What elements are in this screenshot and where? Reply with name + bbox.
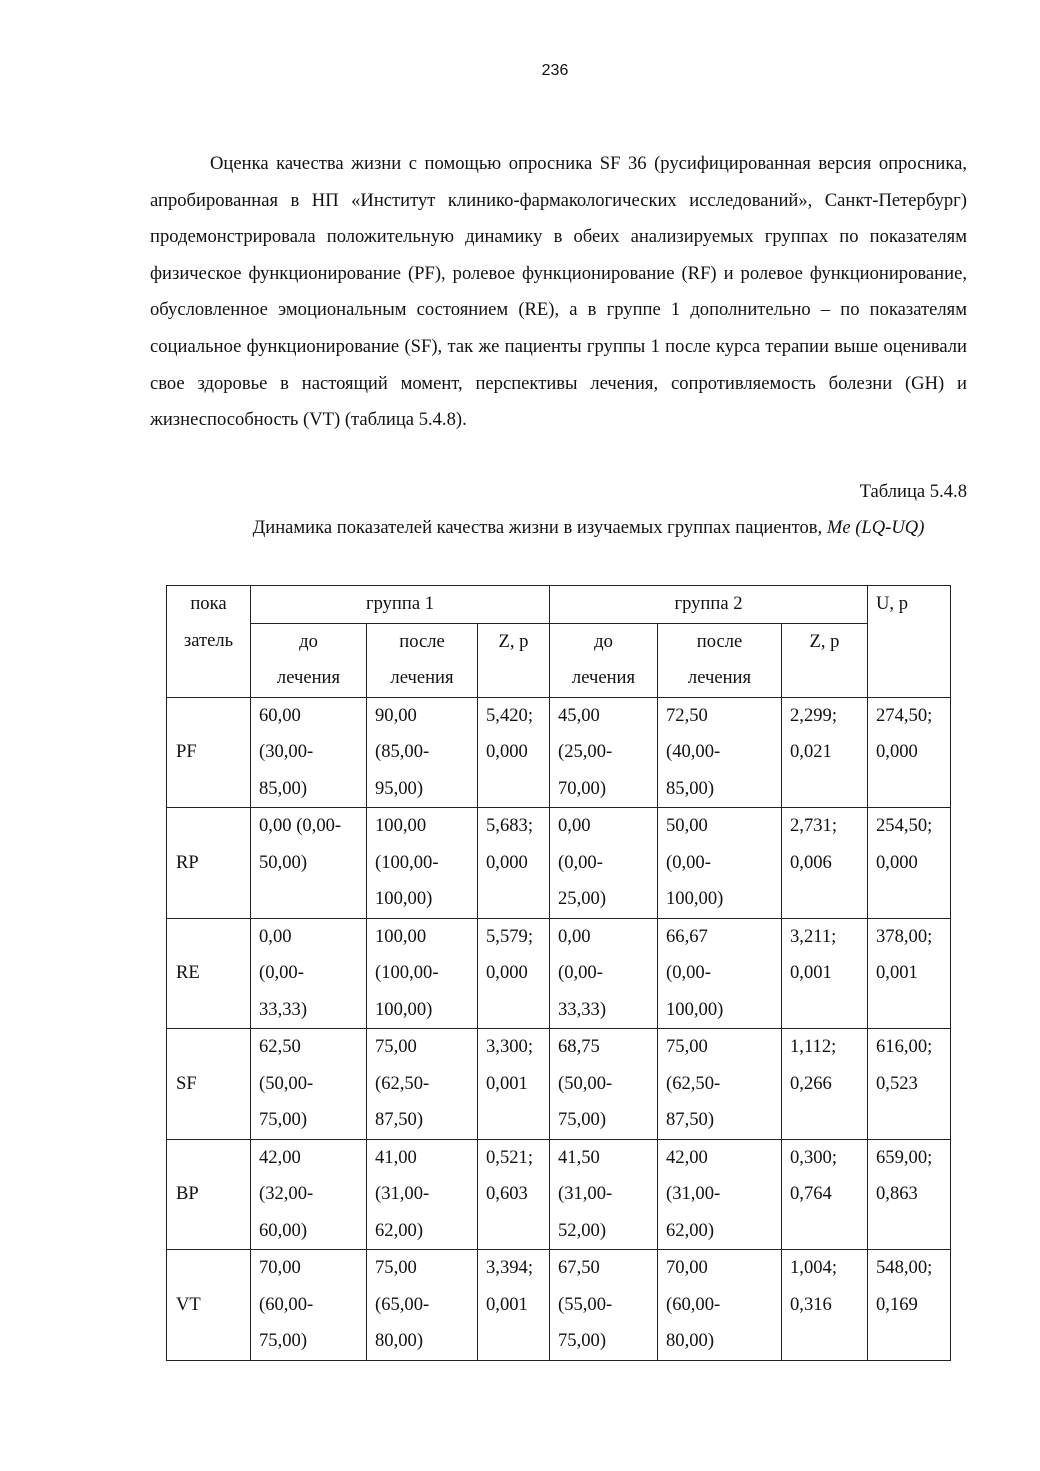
cell-line: 1,112;: [790, 1036, 837, 1057]
cell-line: 2,731;: [790, 815, 838, 836]
cell-line: 45,00: [558, 704, 600, 726]
cell-g2-after: [658, 697, 782, 808]
cell-line: 60,00: [259, 704, 301, 726]
cell-g1-after: [367, 697, 478, 808]
cell-line: 0,603: [486, 1183, 528, 1204]
cell-g1-z: [478, 808, 550, 919]
cell-line: (0,00-: [259, 962, 304, 983]
cell-g1-z: [478, 1250, 550, 1361]
cell-line: 616,00;: [876, 1036, 933, 1057]
cell-line: 75,00: [666, 1036, 708, 1057]
cell-line: (50,00-: [259, 1072, 314, 1094]
cell-g2-z: [782, 1029, 868, 1140]
cell-line: 75,00): [558, 1109, 607, 1130]
cell-line: 5,683;: [486, 815, 534, 836]
cell-g2-before: [550, 1250, 658, 1361]
cell-line: 100,00): [666, 888, 724, 909]
cell-line: 85,00): [666, 777, 715, 799]
row-indicator: SF: [167, 1029, 251, 1140]
cell-line: (32,00-: [259, 1183, 314, 1204]
cell-line: 0,00: [558, 925, 591, 947]
cell-line: 5,579;: [486, 925, 534, 947]
cell-line: 60,00): [259, 1219, 308, 1241]
header-g1-after: [367, 623, 478, 697]
cell-g2-after: [658, 1029, 782, 1140]
cell-line: 70,00: [666, 1257, 708, 1278]
cell-g1-before: [251, 1139, 367, 1250]
table-caption-italic: Me (LQ-UQ): [826, 517, 925, 538]
cell-g2-after: [658, 1139, 782, 1250]
cell-g1-z: [478, 918, 550, 1029]
cell-line: 0,266: [790, 1072, 832, 1094]
cell-line: 75,00): [259, 1109, 308, 1130]
cell-g2-after: [658, 918, 782, 1029]
cell-line: (62,50-: [375, 1072, 430, 1094]
cell-line: 3,211;: [790, 925, 837, 947]
header-indicator-line1: пока: [190, 593, 227, 614]
cell-line: 378,00;: [876, 925, 933, 947]
header-g2-z: Z, p: [782, 623, 868, 697]
cell-line: 0,000: [486, 741, 528, 762]
cell-line: 0,523: [876, 1072, 918, 1094]
cell-line: 0,001: [486, 1072, 528, 1094]
cell-line: 42,00: [666, 1146, 708, 1168]
cell-line: 0,00: [558, 815, 591, 836]
cell-g2-z: [782, 697, 868, 808]
cell-line: (31,00-: [558, 1183, 613, 1204]
cell-line: 75,00: [375, 1036, 417, 1057]
cell-line: 52,00): [558, 1219, 607, 1241]
cell-g1-after: [367, 918, 478, 1029]
cell-line: 41,00: [375, 1146, 417, 1168]
header-group2: группа 2: [550, 586, 868, 624]
cell-line: 3,394;: [486, 1257, 534, 1278]
cell-line: 0,021: [790, 741, 832, 762]
cell-g2-before: [550, 918, 658, 1029]
header-g2-after-line2: лечения: [687, 667, 752, 688]
cell-line: 0,000: [486, 851, 528, 873]
cell-g2-z: [782, 1250, 868, 1361]
cell-g2-z: [782, 1139, 868, 1250]
row-indicator: BP: [167, 1139, 251, 1250]
cell-line: 80,00): [666, 1330, 715, 1351]
cell-g2-before: [550, 808, 658, 919]
cell-line: (0,00-: [558, 851, 603, 873]
cell-g1-after: [367, 1029, 478, 1140]
cell-line: 3,300;: [486, 1036, 534, 1057]
header-g2-after: [658, 623, 782, 697]
row-indicator: RE: [167, 918, 251, 1029]
cell-line: 95,00): [375, 777, 424, 799]
cell-line: 0,000: [876, 741, 918, 762]
cell-line: (0,00-: [666, 962, 711, 983]
cell-line: 100,00: [375, 925, 427, 947]
cell-line: 33,33): [558, 998, 607, 1020]
table-body: [167, 697, 951, 1360]
table-label: Таблица 5.4.8: [859, 481, 967, 502]
cell-line: 100,00): [375, 888, 433, 909]
cell-line: (60,00-: [666, 1293, 721, 1315]
cell-line: (55,00-: [558, 1293, 613, 1315]
header-indicator-line2: затель: [183, 629, 234, 651]
header-g1-z: Z, p: [478, 623, 550, 697]
header-g1-after-line1: после: [399, 630, 445, 652]
cell-line: (100,00-: [375, 851, 439, 873]
cell-g2-before: [550, 1139, 658, 1250]
header-indicator: [167, 586, 251, 698]
cell-line: 25,00): [558, 888, 607, 909]
cell-g2-after: [658, 808, 782, 919]
table-row: [167, 1139, 951, 1250]
cell-line: (85,00-: [375, 741, 430, 762]
header-g2-before: [550, 623, 658, 697]
header-g1-before: [251, 623, 367, 697]
cell-g1-after: [367, 1250, 478, 1361]
cell-line: 72,50: [666, 704, 708, 726]
cell-line: 0,00: [259, 925, 292, 947]
table-row: [167, 808, 951, 919]
cell-line: (0,00-: [666, 851, 711, 873]
cell-line: 100,00: [375, 815, 427, 836]
cell-g1-before: [251, 1250, 367, 1361]
cell-line: 70,00: [259, 1257, 301, 1278]
cell-line: 33,33): [259, 998, 308, 1020]
header-g2-before-line1: до: [594, 630, 613, 652]
cell-line: (25,00-: [558, 741, 613, 762]
cell-line: 100,00): [375, 998, 433, 1020]
header-g1-before-line1: до: [299, 630, 318, 652]
cell-g1-before: [251, 918, 367, 1029]
cell-line: 66,67: [666, 925, 708, 947]
cell-line: 75,00: [375, 1257, 417, 1278]
cell-g1-after: [367, 808, 478, 919]
cell-line: 5,420;: [486, 704, 534, 726]
cell-line: 0,764: [790, 1183, 832, 1204]
cell-line: 41,50: [558, 1146, 600, 1168]
cell-line: (60,00-: [259, 1293, 314, 1315]
row-indicator: VT: [167, 1250, 251, 1361]
cell-line: 274,50;: [876, 704, 933, 726]
cell-line: 0,521;: [486, 1146, 534, 1168]
header-group1: группа 1: [251, 586, 550, 624]
cell-u: [868, 1250, 951, 1361]
header-g1-after-line2: лечения: [390, 667, 454, 688]
cell-line: (0,00-: [558, 962, 603, 983]
cell-g2-z: [782, 918, 868, 1029]
cell-line: 548,00;: [876, 1257, 933, 1278]
header-g2-after-line1: после: [696, 630, 743, 652]
cell-line: (31,00-: [375, 1183, 430, 1204]
cell-line: 62,00): [666, 1219, 715, 1241]
cell-line: 67,50: [558, 1257, 600, 1278]
cell-line: 0,300;: [790, 1146, 838, 1168]
table-row: [167, 918, 951, 1029]
cell-line: 50,00): [259, 851, 308, 873]
cell-line: (30,00-: [259, 741, 314, 762]
cell-line: 87,50): [666, 1109, 715, 1130]
cell-line: 2,299;: [790, 704, 838, 726]
cell-line: (50,00-: [558, 1072, 613, 1094]
table-row: [167, 697, 951, 808]
cell-line: 0,000: [486, 962, 528, 983]
header-u-p: U, p: [868, 586, 951, 698]
cell-line: 0,001: [486, 1293, 528, 1315]
cell-line: 254,50;: [876, 815, 933, 836]
cell-line: (65,00-: [375, 1293, 430, 1315]
cell-g1-before: [251, 1029, 367, 1140]
cell-line: (62,50-: [666, 1072, 721, 1094]
cell-g2-before: [550, 697, 658, 808]
cell-line: 0,001: [790, 962, 832, 983]
cell-line: (31,00-: [666, 1183, 721, 1204]
row-indicator: RP: [167, 808, 251, 919]
cell-line: 0,000: [876, 851, 918, 873]
cell-g2-z: [782, 808, 868, 919]
table-caption-text: Динамика показателей качества жизни в изучаемых группах пациентов,: [252, 517, 827, 538]
cell-g1-before: [251, 808, 367, 919]
row-indicator: PF: [167, 697, 251, 808]
header-g1-before-line2: лечения: [276, 667, 341, 688]
cell-u: [868, 1029, 951, 1140]
cell-line: 42,00: [259, 1146, 301, 1168]
page-number: 236: [541, 62, 569, 79]
cell-line: 0,169: [876, 1293, 918, 1315]
cell-g1-before: [251, 697, 367, 808]
cell-line: 659,00;: [876, 1146, 933, 1168]
cell-line: 0,006: [790, 851, 832, 873]
cell-line: 85,00): [259, 777, 308, 799]
quality-of-life-table: [166, 585, 951, 1361]
cell-u: [868, 697, 951, 808]
cell-line: 68,75: [558, 1036, 600, 1057]
cell-line: 0,001: [876, 962, 918, 983]
body-paragraph: Оценка качества жизни с помощью опросника SF 36 (русифицированная версия опросника, апробированная в НП «Институт клинико-фармакологических исследований», Санкт-Петербург) продемонстрировала положительную динамику в обеих анализируемых группах по показателям физическое функционирование (PF), ролевое функционирование (RF) и ролевое функционирование, обусловленное эмоциональным состоянием (RE), а в группе 1 дополнительно – по показателям социальное функционирование (SF), так же пациенты группы 1 после курса терапии выше оценивали свое здоровье в настоящий момент, перспективы лечения, сопротивляемость болезни (GH) и жизнеспособность (VT) (таблица 5.4.8).: [150, 153, 967, 431]
table-row: [167, 1250, 951, 1361]
cell-line: 87,50): [375, 1109, 424, 1130]
cell-line: 1,004;: [790, 1257, 838, 1278]
cell-g2-before: [550, 1029, 658, 1140]
cell-line: 62,50: [259, 1036, 301, 1057]
cell-line: 0,316: [790, 1293, 832, 1315]
cell-line: 75,00): [558, 1330, 607, 1351]
cell-line: 0,863: [876, 1183, 918, 1204]
cell-line: 0,00 (0,00-: [259, 815, 342, 836]
cell-line: 50,00: [666, 815, 708, 836]
cell-u: [868, 918, 951, 1029]
cell-line: (100,00-: [375, 962, 439, 983]
header-g2-before-line2: лечения: [571, 667, 636, 688]
cell-line: 62,00): [375, 1219, 424, 1241]
cell-g1-z: [478, 1029, 550, 1140]
cell-g1-z: [478, 1139, 550, 1250]
cell-line: 75,00): [259, 1330, 308, 1351]
cell-line: 70,00): [558, 777, 607, 799]
cell-g1-z: [478, 697, 550, 808]
table-row: [167, 1029, 951, 1140]
cell-line: 100,00): [666, 998, 724, 1020]
cell-line: 80,00): [375, 1330, 424, 1351]
cell-u: [868, 1139, 951, 1250]
cell-g2-after: [658, 1250, 782, 1361]
cell-line: 90,00: [375, 704, 417, 726]
table-caption: [210, 510, 967, 547]
cell-line: (40,00-: [666, 741, 721, 762]
cell-g1-after: [367, 1139, 478, 1250]
cell-u: [868, 808, 951, 919]
